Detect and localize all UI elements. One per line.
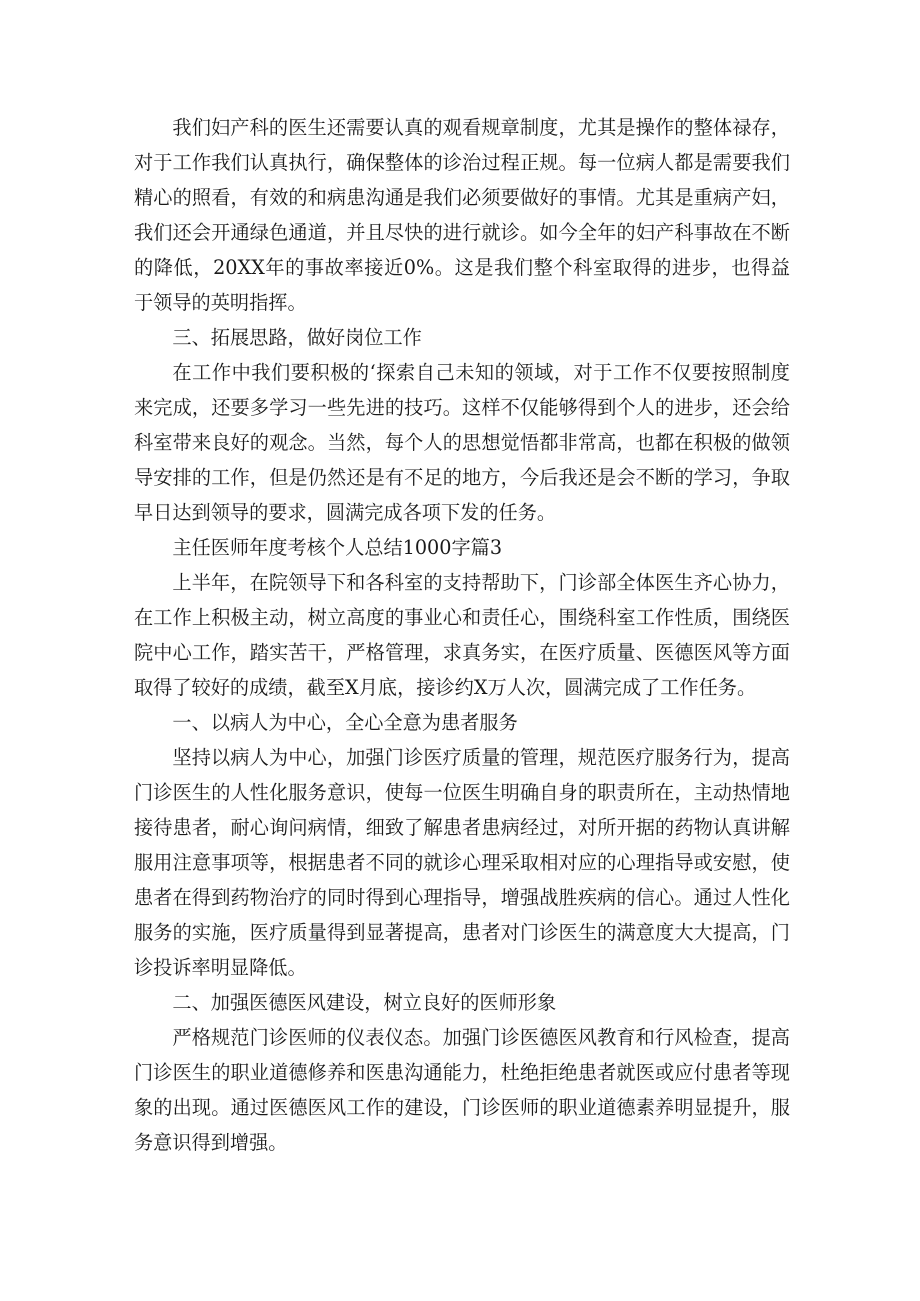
paragraph-obstetrics-rules: 我们妇产科的医生还需要认真的观看规章制度，尤其是操作的整体禄存，对于工作我们认真执行，确保整体的诊治过程正规。每一位病人都是需要我们精心的照看，有效的和病患沟通是我们必须要做好的事情。尤其是重病产妇，我们还会开通绿色通道，并且尽快的进行就诊。如今全年的妇产科事故在不断的降低，20XX年的事故率接近0%。这是我们整个科室取得的进步，也得益于领导的英明指挥。 bbox=[134, 116, 790, 314]
section-heading-3: 三、拓展思路，做好岗位工作 bbox=[172, 326, 422, 349]
paragraph-first-half-year: 上半年，在院领导下和各科室的支持帮助下，门诊部全体医生齐心协力，在工作上积极主动，树立高度的事业心和责任心，围绕科室工作性质，围绕医院中心工作，踏实苦干，严格管理，求真务实，在医疗质量、医德医风等方面取得了较好的成绩，截至X月底，接诊约X万人次，圆满完成了工作任务。 bbox=[134, 571, 790, 699]
article-title-3: 主任医师年度考核个人总结1000字篇3 bbox=[172, 536, 503, 559]
section-heading-2: 二、加强医德医风建设，树立良好的医师形象 bbox=[172, 991, 557, 1014]
paragraph-patient-centered: 坚持以病人为中心，加强门诊医疗质量的管理，规范医疗服务行为，提高门诊医生的人性化服务意识，使每一位医生明确自身的职责所在，主动热情地接待患者，耐心询问病情，细致了解患者患病经过，对所开据的药物认真讲解服用注意事项等，根据患者不同的就诊心理采取相对应的心理指导或安慰，使患者在得到药物治疗的同时得到心理指导，增强战胜疾病的信心。通过人性化服务的实施，医疗质量得到显著提高，患者对门诊医生的满意度大大提高，门诊投诉率明显降低。 bbox=[134, 746, 790, 979]
document-body bbox=[134, 110, 790, 1160]
paragraph-explore-thinking: 在工作中我们要积极的‘探索自己未知的领域，对于工作不仅要按照制度来完成，还要多学习一些先进的技巧。这样不仅能够得到个人的进步，还会给科室带来良好的观念。当然，每个人的思想觉悟都非常高，也都在积极的做领导安排的工作，但是仍然还是有不足的地方，今后我还是会不断的学习，争取早日达到领导的要求，圆满完成各项下发的任务。 bbox=[134, 361, 790, 524]
paragraph-medical-ethics: 严格规范门诊医师的仪表仪态。加强门诊医德医风教育和行风检查，提高门诊医生的职业道德修养和医患沟通能力，杜绝拒绝患者就医或应付患者等现象的出现。通过医德医风工作的建设，门诊医师的职业道德素养明显提升，服务意识得到增强。 bbox=[134, 1026, 790, 1154]
section-heading-1: 一、以病人为中心，全心全意为患者服务 bbox=[172, 711, 518, 734]
